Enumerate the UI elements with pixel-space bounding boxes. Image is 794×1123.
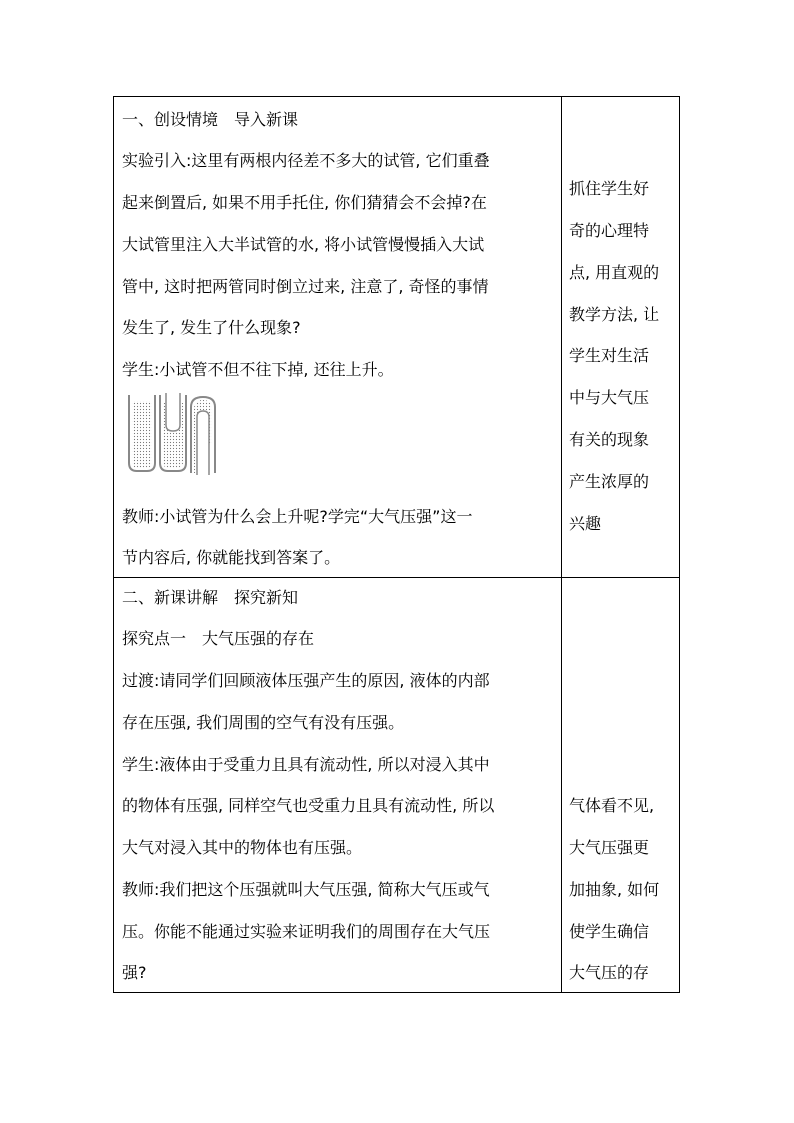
note-line: 大气压强更 [569, 838, 650, 857]
note-line: 教学方法, 让 [569, 305, 660, 324]
tube-inserted [160, 393, 186, 471]
section1-line: 大试管里注入大半试管的水, 将小试管慢慢插入大试 [122, 235, 485, 254]
note-line: 学生对生活 [569, 346, 650, 365]
note-line: 中与大气压 [569, 388, 650, 407]
section1-heading: 一、创设情境 导入新课 [122, 110, 299, 129]
column-divider [561, 97, 562, 992]
section1-line: 实验引入:这里有两根内径差不多大的试管, 它们重叠 [122, 151, 490, 170]
test-tube-figure [127, 393, 219, 475]
section2-line: 教师:我们把这个压强就叫大气压强, 简称大气压或气 [122, 880, 490, 899]
section2-line: 过渡:请同学们回顾液体压强产生的原因, 液体的内部 [122, 671, 490, 690]
section2-line: 压。你能不能通过实验来证明我们的周围存在大气压 [122, 922, 491, 941]
lesson-table [113, 96, 680, 993]
large-tube-water [129, 395, 155, 471]
section1-line: 起来倒置后, 如果不用手托住, 你们猜猜会不会掉?在 [122, 193, 487, 212]
tube-inverted [191, 397, 215, 475]
note-line: 抓住学生好 [569, 179, 650, 198]
section1-line: 节内容后, 你就能找到答案了。 [122, 548, 341, 567]
section1-line: 管中, 这时把两管同时倒立过来, 注意了, 奇怪的事情 [122, 277, 489, 296]
note-line: 使学生确信 [569, 922, 650, 941]
section1-line: 学生:小试管不但不往下掉, 还往上升。 [122, 360, 394, 379]
section2-line: 的物体有压强, 同样空气也受重力且具有流动性, 所以 [122, 796, 495, 815]
section2-line: 学生:液体由于受重力且具有流动性, 所以对浸入其中 [122, 755, 490, 774]
section2-line: 强? [122, 963, 147, 982]
note-line: 兴趣 [569, 514, 602, 533]
section1-line: 发生了, 发生了什么现象? [122, 318, 301, 337]
note-line: 产生浓厚的 [569, 472, 650, 491]
section2-subheading: 探究点一 大气压强的存在 [122, 629, 315, 648]
section1-line: 教师:小试管为什么会上升呢?学完“大气压强”这一 [122, 507, 473, 526]
row-divider [114, 577, 679, 578]
note-line: 气体看不见, [569, 796, 655, 815]
section2-line: 存在压强, 我们周围的空气有没有压强。 [122, 713, 405, 732]
section2-line: 大气对浸入其中的物体也有压强。 [122, 838, 363, 857]
note-line: 大气压的存 [569, 963, 650, 982]
section2-heading: 二、新课讲解 探究新知 [122, 588, 299, 607]
note-line: 奇的心理特 [569, 221, 650, 240]
note-line: 有关的现象 [569, 430, 650, 449]
note-line: 点, 用直观的 [569, 263, 660, 282]
note-line: 加抽象, 如何 [569, 880, 660, 899]
